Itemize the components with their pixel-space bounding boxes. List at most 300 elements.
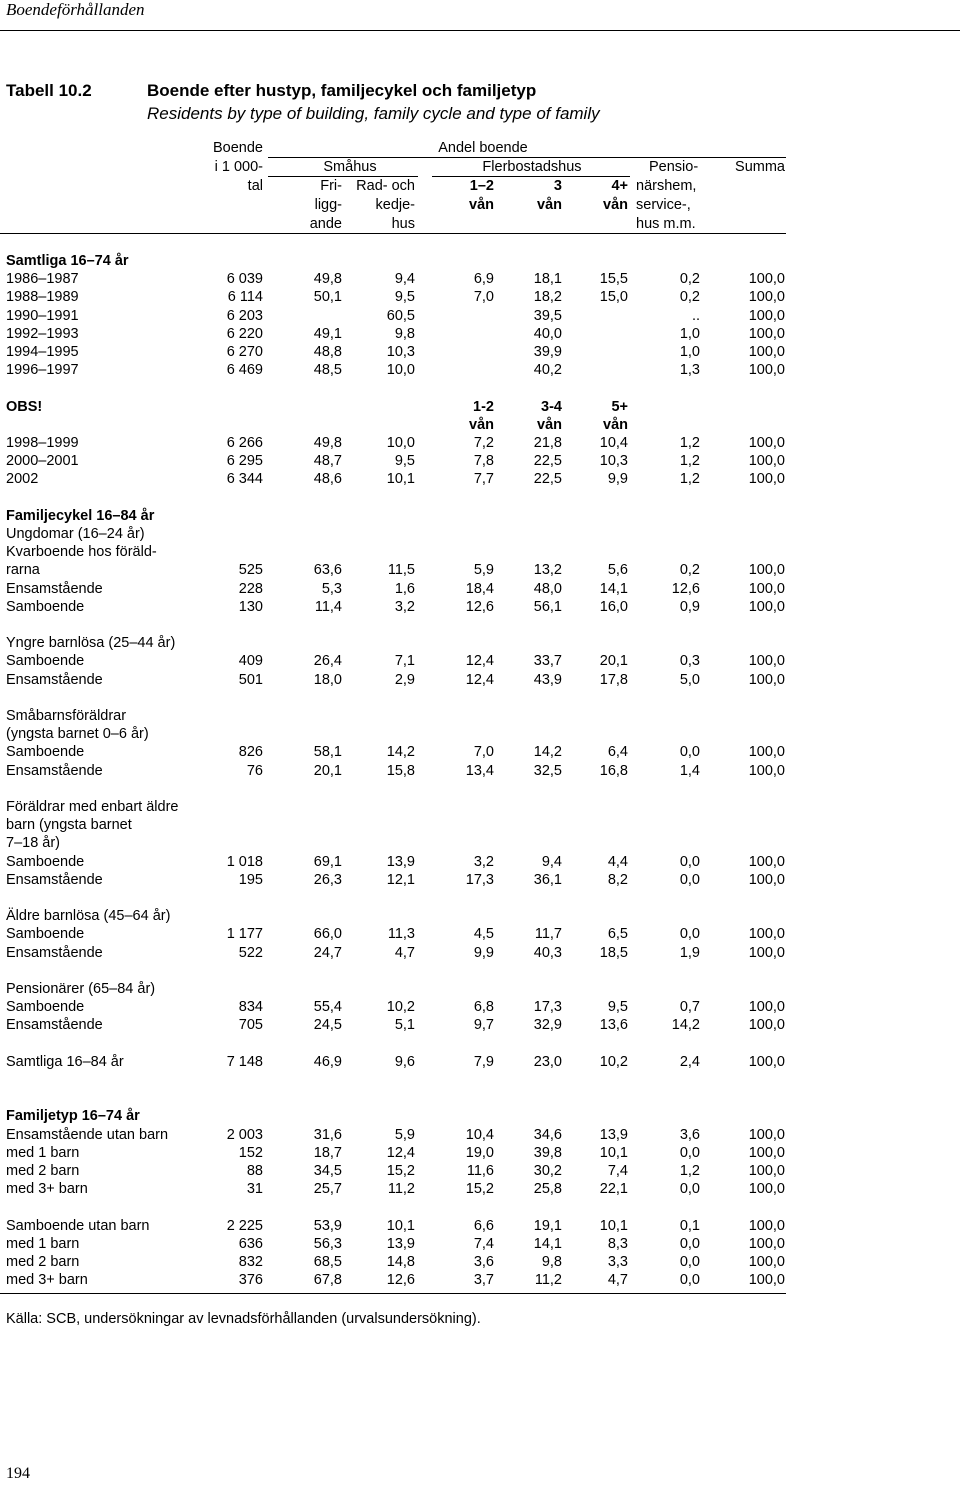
cell-value: 10,4 xyxy=(599,435,628,451)
cell-value: 6,9 xyxy=(473,271,494,288)
cell-value: 0,2 xyxy=(679,271,700,288)
cell-value: 14,1 xyxy=(599,580,628,597)
header-3-van: 3 xyxy=(553,178,562,194)
cell-value: 48,5 xyxy=(313,362,342,379)
cell-value: 0,0 xyxy=(679,926,700,943)
cell-value: 1,6 xyxy=(394,580,415,597)
cell-value: 48,7 xyxy=(313,453,342,470)
section-heading: Äldre barnlösa (45–64 år) xyxy=(6,908,171,925)
header-rad: Rad- och xyxy=(356,178,415,194)
header-pension-4: hus m.m. xyxy=(636,216,696,232)
cell-value: 6 114 xyxy=(227,289,263,306)
cell-value: 525 xyxy=(238,562,263,579)
cell-value: 7,2 xyxy=(473,435,494,451)
cell-value: 3,7 xyxy=(473,1272,494,1289)
row-label: Samboende utan barn xyxy=(6,1217,150,1234)
cell-value: 24,7 xyxy=(313,944,342,961)
cell-value: 7,9 xyxy=(473,1053,494,1070)
cell-value: 48,8 xyxy=(313,344,342,360)
cell-value: 100,0 xyxy=(748,289,785,306)
cell-value: 10,0 xyxy=(386,362,415,379)
row-label: med 3+ barn xyxy=(6,1181,88,1198)
cell-value: 1,0 xyxy=(679,325,700,342)
cell-value: 40,2 xyxy=(533,362,562,379)
section-heading: Familjecykel 16–84 år xyxy=(6,507,155,524)
cell-value: 636 xyxy=(238,1235,263,1252)
cell-value: 100,0 xyxy=(748,671,785,688)
subheader-5-van-unit: vån xyxy=(603,416,628,433)
table-number: Tabell 10.2 xyxy=(6,81,92,100)
cell-value: 100,0 xyxy=(748,926,785,943)
cell-value: 0,0 xyxy=(679,1235,700,1252)
header-andel-boende: Andel boende xyxy=(438,140,528,156)
row-label: med 2 barn xyxy=(6,1254,80,1270)
section-heading: Yngre barnlösa (25–44 år) xyxy=(6,635,176,652)
cell-value: 18,5 xyxy=(599,944,628,961)
cell-value: 11,2 xyxy=(387,1181,415,1198)
cell-value: 0,1 xyxy=(679,1217,700,1234)
cell-value: 100,0 xyxy=(748,853,785,870)
cell-value: 7,0 xyxy=(473,744,494,761)
header-boende-3: tal xyxy=(247,178,263,194)
page-number: 194 xyxy=(6,1465,30,1482)
header-smahus: Småhus xyxy=(323,159,377,175)
cell-value: 49,1 xyxy=(313,325,342,342)
cell-value: 56,1 xyxy=(533,598,562,615)
cell-value: 100,0 xyxy=(748,1163,785,1179)
cell-value: 11,5 xyxy=(387,562,415,579)
cell-value: 25,7 xyxy=(313,1181,342,1198)
cell-value: 15,0 xyxy=(599,289,628,306)
row-label: Samboende xyxy=(6,999,85,1016)
cell-value: 100,0 xyxy=(748,744,785,761)
cell-value: 100,0 xyxy=(748,999,785,1016)
row-label: Kvarboende hos föräld- xyxy=(6,544,157,561)
cell-value: 34,6 xyxy=(533,1126,562,1143)
cell-value: 12,4 xyxy=(465,653,494,670)
header-fri-3: ande xyxy=(309,216,342,232)
cell-value: 705 xyxy=(238,1017,263,1034)
cell-value: 39,8 xyxy=(533,1144,562,1161)
row-label: med 2 barn xyxy=(6,1163,80,1179)
cell-value: 100,0 xyxy=(748,653,785,670)
subheader-3-4-van-unit: vån xyxy=(537,416,562,433)
cell-value: 9,9 xyxy=(473,944,494,961)
cell-value: 14,8 xyxy=(386,1254,415,1270)
cell-value: 100,0 xyxy=(748,1053,785,1070)
subheader-1-2-van-unit: vån xyxy=(469,416,494,433)
cell-value: 3,6 xyxy=(473,1254,494,1270)
cell-value: 48,0 xyxy=(533,580,562,597)
cell-value: 0,3 xyxy=(679,653,700,670)
cell-value: 22,5 xyxy=(533,471,562,488)
header-4-van-2: vån xyxy=(603,197,628,213)
cell-value: 24,5 xyxy=(313,1017,342,1034)
cell-value: 49,8 xyxy=(313,271,342,288)
cell-value: 3,6 xyxy=(679,1126,700,1143)
subheader-5-van: 5+ xyxy=(611,398,628,415)
cell-value: 23,0 xyxy=(533,1053,562,1070)
cell-value: 53,9 xyxy=(313,1217,342,1234)
cell-value: 13,2 xyxy=(533,562,562,579)
header-pension: Pensio- xyxy=(649,159,699,175)
cell-value: 1,0 xyxy=(679,344,700,360)
cell-value: 11,2 xyxy=(534,1272,562,1289)
cell-value: 5,3 xyxy=(321,580,342,597)
row-label: 1990–1991 xyxy=(6,307,79,324)
cell-value: 6 039 xyxy=(226,271,263,288)
cell-value: 15,8 xyxy=(386,762,415,779)
cell-value: 14,2 xyxy=(533,744,562,761)
row-label: 1986–1987 xyxy=(6,271,79,288)
cell-value: 13,9 xyxy=(386,1235,415,1252)
cell-value: 6,4 xyxy=(607,744,628,761)
cell-value: 6,8 xyxy=(473,999,494,1016)
cell-value: 10,1 xyxy=(386,471,415,488)
cell-value: 1,2 xyxy=(679,453,700,470)
cell-value: 18,7 xyxy=(313,1144,342,1161)
cell-value: 4,7 xyxy=(394,944,415,961)
subheader-3-4-van: 3-4 xyxy=(541,398,562,415)
cell-value: 13,6 xyxy=(599,1017,628,1034)
cell-value: 40,0 xyxy=(533,325,562,342)
cell-value: 6 270 xyxy=(226,344,263,360)
cell-value: 228 xyxy=(238,580,263,597)
cell-value: 9,9 xyxy=(607,471,628,488)
header-boende: Boende xyxy=(213,140,263,156)
cell-value: 2,4 xyxy=(679,1053,700,1070)
row-label: 2000–2001 xyxy=(6,453,79,470)
cell-value: 100,0 xyxy=(748,562,785,579)
cell-value: 10,2 xyxy=(386,999,415,1016)
cell-value: 4,7 xyxy=(607,1272,628,1289)
cell-value: 9,8 xyxy=(394,325,415,342)
row-label: 2002 xyxy=(6,471,39,488)
row-label: barn (yngsta barnet xyxy=(6,817,132,834)
cell-value: 17,3 xyxy=(465,871,494,888)
row-label: Ensamstående utan barn xyxy=(6,1126,169,1143)
cell-value: 9,5 xyxy=(607,999,628,1016)
cell-value: 1 018 xyxy=(226,853,263,870)
cell-value: 100,0 xyxy=(748,762,785,779)
cell-value: 31,6 xyxy=(313,1126,342,1143)
cell-value: 32,9 xyxy=(533,1017,562,1034)
cell-value: 4,4 xyxy=(607,853,628,870)
cell-value: 1,2 xyxy=(679,1163,700,1179)
subheader-1-2-van: 1-2 xyxy=(473,398,494,415)
cell-value: 16,0 xyxy=(599,598,628,615)
cell-value: 66,0 xyxy=(313,926,342,943)
row-label: Ensamstående xyxy=(6,944,103,961)
cell-value: 48,6 xyxy=(313,471,342,488)
row-label: 1992–1993 xyxy=(6,325,79,342)
header-rad-3: hus xyxy=(391,216,415,232)
cell-value: 7,8 xyxy=(473,453,494,470)
cell-value: 8,2 xyxy=(607,871,628,888)
table-title-english: Residents by type of building, family cycle and type of family xyxy=(147,104,600,123)
section-heading: Småbarnsföräldrar xyxy=(6,708,127,724)
row-label: Samtliga 16–84 år xyxy=(6,1053,124,1070)
cell-value: 5,1 xyxy=(394,1017,415,1034)
cell-value: 100,0 xyxy=(748,1126,785,1143)
row-label: Ensamstående xyxy=(6,671,103,688)
cell-value: 11,6 xyxy=(466,1163,494,1179)
cell-value: 100,0 xyxy=(748,453,785,470)
cell-value: 12,4 xyxy=(465,671,494,688)
cell-value: 376 xyxy=(238,1272,263,1289)
cell-value: 826 xyxy=(238,744,263,761)
cell-value: 9,4 xyxy=(394,271,415,288)
cell-value: 49,8 xyxy=(313,435,342,451)
table-title: Boende efter hustyp, familjecykel och familjetyp xyxy=(147,81,537,100)
cell-value: 39,5 xyxy=(533,307,562,324)
cell-value: 15,2 xyxy=(386,1163,415,1179)
cell-value: 100,0 xyxy=(748,344,785,360)
cell-value: 100,0 xyxy=(748,435,785,451)
cell-value: 0,0 xyxy=(679,871,700,888)
cell-value: 60,5 xyxy=(386,307,415,324)
cell-value: 34,5 xyxy=(313,1163,342,1179)
cell-value: 0,7 xyxy=(679,999,700,1016)
cell-value: 195 xyxy=(238,871,263,888)
cell-value: 522 xyxy=(238,944,263,961)
cell-value: 100,0 xyxy=(748,307,785,324)
cell-value: 10,0 xyxy=(386,435,415,451)
cell-value: 100,0 xyxy=(748,1017,785,1034)
row-label: Samboende xyxy=(6,653,85,670)
cell-value: 25,8 xyxy=(533,1181,562,1198)
row-label: Ungdomar (16–24 år) xyxy=(6,526,145,542)
row-label: 1988–1989 xyxy=(6,289,79,306)
cell-value: 32,5 xyxy=(533,762,562,779)
cell-value: 46,9 xyxy=(313,1053,342,1070)
header-1-2-van-2: vån xyxy=(469,197,494,213)
cell-value: 13,9 xyxy=(386,853,415,870)
cell-value: 9,4 xyxy=(541,853,562,870)
cell-value: 100,0 xyxy=(748,471,785,488)
header-rad-2: kedje- xyxy=(375,197,415,213)
row-label: Ensamstående xyxy=(6,871,103,888)
cell-value: 10,1 xyxy=(599,1217,628,1234)
cell-value: 7,4 xyxy=(473,1235,494,1252)
cell-value: 8,3 xyxy=(607,1235,628,1252)
cell-value: 58,1 xyxy=(313,744,342,761)
cell-value: 832 xyxy=(238,1254,263,1270)
cell-value: 100,0 xyxy=(748,325,785,342)
cell-value: 30,2 xyxy=(533,1163,562,1179)
cell-value: 100,0 xyxy=(748,271,785,288)
row-label: Samboende xyxy=(6,598,85,615)
row-label: med 3+ barn xyxy=(6,1272,88,1289)
cell-value: 19,1 xyxy=(533,1217,562,1234)
cell-value: 0,9 xyxy=(679,598,700,615)
header-4-van: 4+ xyxy=(611,178,628,194)
cell-value: 100,0 xyxy=(748,1254,785,1270)
cell-value: 10,4 xyxy=(465,1126,494,1143)
cell-value: 6 220 xyxy=(226,325,263,342)
cell-value: 14,1 xyxy=(533,1235,562,1252)
cell-value: 6 295 xyxy=(226,453,263,470)
cell-value: 4,5 xyxy=(473,926,494,943)
cell-value: 43,9 xyxy=(533,671,562,688)
header-flerbostadshus: Flerbostadshus xyxy=(482,159,582,175)
section-heading: Pensionärer (65–84 år) xyxy=(6,981,156,997)
cell-value: 100,0 xyxy=(748,871,785,888)
cell-value: 50,1 xyxy=(313,289,342,306)
row-label: rarna xyxy=(6,562,40,579)
cell-value: 5,0 xyxy=(679,671,700,688)
cell-value: 17,8 xyxy=(599,671,628,688)
cell-value: 1,2 xyxy=(679,471,700,488)
cell-value: 1,3 xyxy=(679,362,700,379)
cell-value: 67,8 xyxy=(313,1272,342,1289)
cell-value: 100,0 xyxy=(748,1181,785,1198)
header-bottom-rule xyxy=(0,233,786,234)
cell-value: 12,6 xyxy=(386,1272,415,1289)
cell-value: 7,7 xyxy=(473,471,494,488)
cell-value: 10,3 xyxy=(386,344,415,360)
running-head: Boendeförhållanden xyxy=(6,0,145,19)
cell-value: 0,0 xyxy=(679,1181,700,1198)
cell-value: 20,1 xyxy=(313,762,342,779)
cell-value: 100,0 xyxy=(748,362,785,379)
cell-value: 18,2 xyxy=(533,289,562,306)
cell-value: 9,5 xyxy=(394,453,415,470)
header-pension-3: service-, xyxy=(636,197,691,213)
cell-value: 2 225 xyxy=(226,1217,263,1234)
cell-value: 3,3 xyxy=(607,1254,628,1270)
cell-value: 31 xyxy=(246,1181,263,1198)
row-label: 1996–1997 xyxy=(6,362,79,379)
cell-value: 19,0 xyxy=(465,1144,494,1161)
row-label: Samboende xyxy=(6,926,85,943)
cell-value: 0,0 xyxy=(679,1254,700,1270)
cell-value: 76 xyxy=(246,762,263,779)
cell-value: 39,9 xyxy=(533,344,562,360)
cell-value: 88 xyxy=(246,1163,263,1179)
table-bottom-rule xyxy=(0,1293,786,1294)
header-fri: Fri- xyxy=(320,178,342,194)
cell-value: 14,2 xyxy=(386,744,415,761)
row-label: (yngsta barnet 0–6 år) xyxy=(6,726,149,743)
cell-value: 0,2 xyxy=(679,562,700,579)
cell-value: 63,6 xyxy=(313,562,342,579)
cell-value: 9,6 xyxy=(394,1053,415,1070)
cell-value: 13,9 xyxy=(599,1126,628,1143)
cell-value: 1 177 xyxy=(226,926,263,943)
row-label: 1994–1995 xyxy=(6,344,79,360)
cell-value: 834 xyxy=(238,999,263,1016)
row-label: 1998–1999 xyxy=(6,435,79,451)
header-1-2-van: 1–2 xyxy=(469,178,494,194)
cell-value: 7 148 xyxy=(226,1053,263,1070)
cell-value: 55,4 xyxy=(313,999,342,1016)
section-heading: Föräldrar med enbart äldre xyxy=(6,799,179,815)
cell-value: 0,0 xyxy=(679,853,700,870)
cell-value: 14,2 xyxy=(671,1017,700,1034)
cell-value: 1,4 xyxy=(679,762,700,779)
cell-value: 40,3 xyxy=(533,944,562,961)
cell-value: 9,8 xyxy=(541,1254,562,1270)
cell-value: 33,7 xyxy=(533,653,562,670)
cell-value: 10,1 xyxy=(386,1217,415,1234)
cell-value: 68,5 xyxy=(313,1254,342,1270)
row-label: 7–18 år) xyxy=(6,835,61,852)
header-boende-2: i 1 000- xyxy=(214,159,263,175)
cell-value: 6,5 xyxy=(607,926,628,943)
cell-value: 3,2 xyxy=(473,853,494,870)
cell-value: 26,4 xyxy=(313,653,342,670)
cell-value: 21,8 xyxy=(533,435,562,451)
header-fri-2: ligg- xyxy=(314,197,342,213)
header-summa: Summa xyxy=(735,159,785,175)
cell-value: 5,9 xyxy=(473,562,494,579)
cell-value: 12,4 xyxy=(386,1144,415,1161)
source-note: Källa: SCB, undersökningar av levnadsförhållanden (urvalsundersökning). xyxy=(6,1311,481,1327)
row-label: Samboende xyxy=(6,853,85,870)
row-label: med 1 barn xyxy=(6,1235,80,1252)
cell-value: 2,9 xyxy=(394,671,415,688)
cell-value: 15,5 xyxy=(599,271,628,288)
cell-value: 100,0 xyxy=(748,598,785,615)
cell-value: 5,9 xyxy=(394,1126,415,1143)
cell-value: 1,2 xyxy=(679,435,700,451)
cell-value: 10,2 xyxy=(599,1053,628,1070)
cell-value: 1,9 xyxy=(679,944,700,961)
cell-value: 6 266 xyxy=(226,435,263,451)
cell-value: 0,0 xyxy=(679,1144,700,1161)
cell-value: 100,0 xyxy=(748,1235,785,1252)
cell-value: 501 xyxy=(238,671,263,688)
cell-value: 36,1 xyxy=(533,871,562,888)
cell-value: 100,0 xyxy=(748,1217,785,1234)
cell-value: 0,0 xyxy=(679,1272,700,1289)
cell-value: 100,0 xyxy=(748,1144,785,1161)
cell-value: 16,8 xyxy=(599,762,628,779)
cell-value: 6 344 xyxy=(226,471,263,488)
header-3-van-2: vån xyxy=(537,197,562,213)
cell-value: 12,6 xyxy=(465,598,494,615)
cell-value: 100,0 xyxy=(748,1272,785,1289)
cell-value: 11,4 xyxy=(314,598,342,615)
cell-value: 9,7 xyxy=(473,1017,494,1034)
cell-value: 17,3 xyxy=(533,999,562,1016)
cell-value: 15,2 xyxy=(465,1181,494,1198)
cell-value: 20,1 xyxy=(599,653,628,670)
cell-value: 12,1 xyxy=(386,871,415,888)
cell-value: 6 203 xyxy=(226,307,263,324)
cell-value: 22,1 xyxy=(599,1181,628,1198)
top-rule xyxy=(0,30,960,31)
cell-value: 0,2 xyxy=(679,289,700,306)
cell-value: 7,0 xyxy=(473,289,494,306)
cell-value: 10,1 xyxy=(599,1144,628,1161)
cell-value: 3,2 xyxy=(394,598,415,615)
cell-value: 6,6 xyxy=(473,1217,494,1234)
cell-value: 7,4 xyxy=(607,1163,628,1179)
cell-value: 11,3 xyxy=(387,926,415,943)
cell-value: 5,6 xyxy=(607,562,628,579)
cell-value: 18,1 xyxy=(533,271,562,288)
cell-value: 13,4 xyxy=(465,762,494,779)
row-label: Ensamstående xyxy=(6,762,103,779)
cell-value: 152 xyxy=(238,1144,263,1161)
cell-value: 11,7 xyxy=(534,926,562,943)
section-heading: Familjetyp 16–74 år xyxy=(6,1108,140,1125)
cell-value: 10,3 xyxy=(599,453,628,470)
cell-value: 100,0 xyxy=(748,580,785,597)
cell-value: 69,1 xyxy=(313,853,342,870)
